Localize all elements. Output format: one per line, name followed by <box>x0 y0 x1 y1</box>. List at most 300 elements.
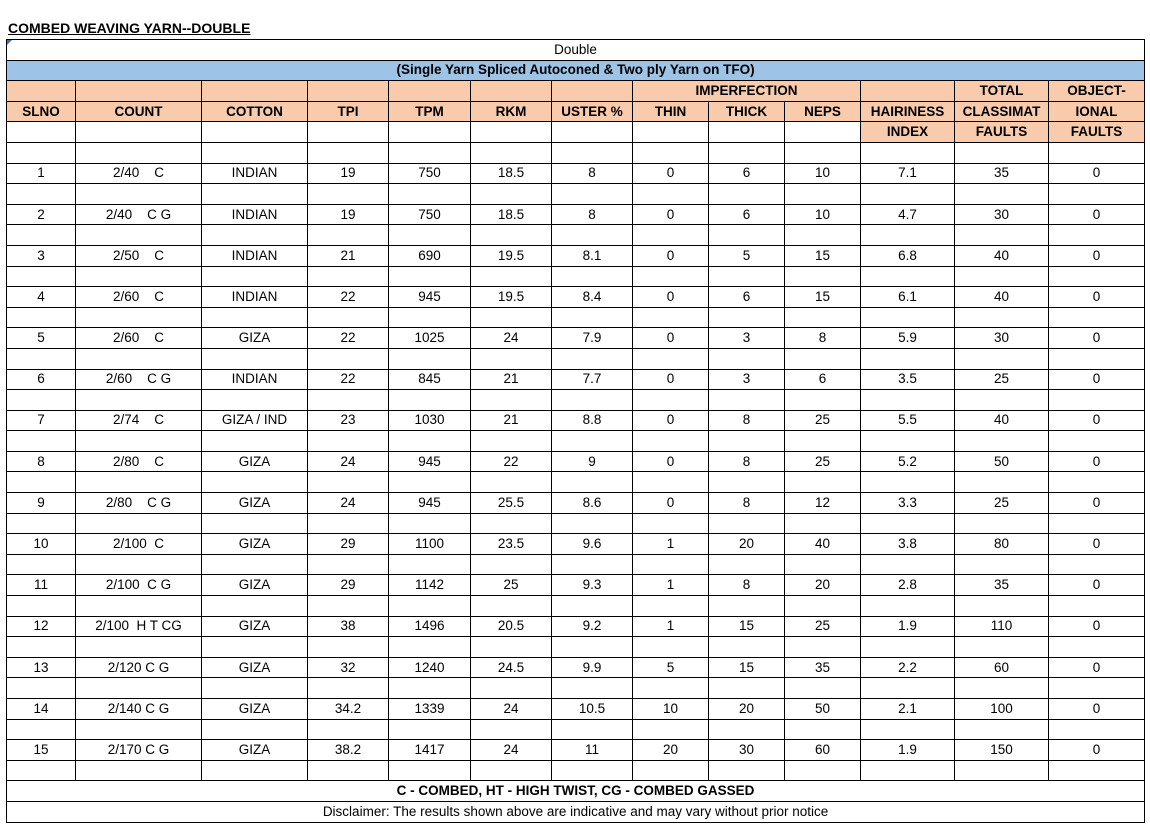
cell-objectional[interactable]: 0 <box>1049 657 1145 678</box>
cell-rkm[interactable]: 20.5 <box>471 616 552 637</box>
cell-uster[interactable]: 8 <box>552 163 633 184</box>
blank-cell[interactable] <box>955 719 1049 740</box>
blank-cell[interactable] <box>785 513 861 534</box>
blank-cell[interactable] <box>633 307 709 328</box>
cell-rkm[interactable]: 23.5 <box>471 534 552 555</box>
blank-cell[interactable] <box>552 760 633 781</box>
cell-uster[interactable]: 8.8 <box>552 410 633 431</box>
legend-cell[interactable]: C - COMBED, HT - HIGH TWIST, CG - COMBED GASSED <box>7 781 1145 802</box>
blank-cell[interactable] <box>308 348 389 369</box>
blank-cell[interactable] <box>202 554 308 575</box>
header-cell[interactable] <box>308 81 389 102</box>
cell-neps[interactable]: 15 <box>785 287 861 308</box>
cell-rkm[interactable]: 24 <box>471 740 552 761</box>
blank-cell[interactable] <box>389 225 471 246</box>
cell-classimat[interactable]: 25 <box>955 493 1049 514</box>
cell-slno[interactable]: 10 <box>7 534 76 555</box>
blank-cell[interactable] <box>861 596 955 617</box>
cell-hairiness[interactable]: 3.5 <box>861 369 955 390</box>
cell-thick[interactable]: 15 <box>709 616 785 637</box>
blank-cell[interactable] <box>389 307 471 328</box>
blank-cell[interactable] <box>1049 513 1145 534</box>
cell-tpi[interactable]: 38 <box>308 616 389 637</box>
cell-objectional[interactable]: 0 <box>1049 534 1145 555</box>
cell-neps[interactable]: 12 <box>785 493 861 514</box>
blank-cell[interactable] <box>861 184 955 205</box>
blank-cell[interactable] <box>202 390 308 411</box>
cell-hairiness[interactable]: 5.5 <box>861 410 955 431</box>
blank-cell[interactable] <box>785 431 861 452</box>
total-header[interactable]: TOTAL <box>955 81 1049 102</box>
blank-cell[interactable] <box>552 390 633 411</box>
cell-hairiness[interactable]: 2.8 <box>861 575 955 596</box>
cell-tpm[interactable]: 1030 <box>389 410 471 431</box>
cell-count[interactable]: 2/60 C <box>76 328 202 349</box>
cell-slno[interactable]: 15 <box>7 740 76 761</box>
blank-cell[interactable] <box>389 596 471 617</box>
cell-neps[interactable]: 35 <box>785 657 861 678</box>
blank-cell[interactable] <box>785 472 861 493</box>
cell-count[interactable]: 2/40 C G <box>76 204 202 225</box>
blank-cell[interactable] <box>76 472 202 493</box>
cell-uster[interactable]: 7.7 <box>552 369 633 390</box>
cell-hairiness[interactable]: 6.8 <box>861 245 955 266</box>
blank-cell[interactable] <box>861 348 955 369</box>
blank-cell[interactable] <box>76 760 202 781</box>
cell-classimat[interactable]: 40 <box>955 245 1049 266</box>
cell-thin[interactable]: 0 <box>633 451 709 472</box>
cell-tpi[interactable]: 29 <box>308 534 389 555</box>
cell-classimat[interactable]: 50 <box>955 451 1049 472</box>
cell-rkm[interactable]: 22 <box>471 451 552 472</box>
blank-cell[interactable] <box>76 348 202 369</box>
cell-uster[interactable]: 9.3 <box>552 575 633 596</box>
cell-slno[interactable]: 12 <box>7 616 76 637</box>
cell-tpm[interactable]: 1417 <box>389 740 471 761</box>
cell-slno[interactable]: 11 <box>7 575 76 596</box>
blank-cell[interactable] <box>389 390 471 411</box>
blank-cell[interactable] <box>709 678 785 699</box>
blank-cell[interactable] <box>785 596 861 617</box>
cell-neps[interactable]: 20 <box>785 575 861 596</box>
cell-objectional[interactable]: 0 <box>1049 369 1145 390</box>
blank-cell[interactable] <box>861 719 955 740</box>
cell-hairiness[interactable]: 7.1 <box>861 163 955 184</box>
blank-cell[interactable] <box>552 307 633 328</box>
blank-cell[interactable] <box>861 307 955 328</box>
blank-cell[interactable] <box>76 184 202 205</box>
blank-cell[interactable] <box>861 678 955 699</box>
cell-tpi[interactable]: 19 <box>308 204 389 225</box>
blank-cell[interactable] <box>1049 390 1145 411</box>
blank-cell[interactable] <box>1049 760 1145 781</box>
cell-slno[interactable]: 14 <box>7 699 76 720</box>
blank-cell[interactable] <box>633 266 709 287</box>
cell-uster[interactable]: 11 <box>552 740 633 761</box>
cell-objectional[interactable]: 0 <box>1049 410 1145 431</box>
cell-cotton[interactable]: GIZA <box>202 575 308 596</box>
cell-slno[interactable]: 5 <box>7 328 76 349</box>
header-cell[interactable] <box>7 81 76 102</box>
blank-cell[interactable] <box>7 513 76 534</box>
blank-cell[interactable] <box>308 431 389 452</box>
cell-uster[interactable]: 9.9 <box>552 657 633 678</box>
blank-cell[interactable] <box>308 596 389 617</box>
cell-count[interactable]: 2/80 C <box>76 451 202 472</box>
cell-hairiness[interactable]: 2.1 <box>861 699 955 720</box>
cell-thin[interactable]: 0 <box>633 287 709 308</box>
blank-cell[interactable] <box>785 554 861 575</box>
blank-cell[interactable] <box>76 431 202 452</box>
cell-tpi[interactable]: 29 <box>308 575 389 596</box>
cell-objectional[interactable]: 0 <box>1049 575 1145 596</box>
cell-thin[interactable]: 5 <box>633 657 709 678</box>
blank-cell[interactable] <box>1049 184 1145 205</box>
cell-thin[interactable]: 20 <box>633 740 709 761</box>
blank-cell[interactable] <box>76 513 202 534</box>
blank-cell[interactable] <box>1049 637 1145 658</box>
blank-cell[interactable] <box>955 472 1049 493</box>
cell-uster[interactable]: 7.9 <box>552 328 633 349</box>
blank-cell[interactable] <box>955 184 1049 205</box>
cell-uster[interactable]: 8.4 <box>552 287 633 308</box>
blank-cell[interactable] <box>861 513 955 534</box>
cell-slno[interactable]: 2 <box>7 204 76 225</box>
blank-cell[interactable] <box>202 513 308 534</box>
cell-rkm[interactable]: 19.5 <box>471 287 552 308</box>
blank-cell[interactable] <box>308 637 389 658</box>
cell-count[interactable]: 2/60 C <box>76 287 202 308</box>
blank-cell[interactable] <box>389 266 471 287</box>
blank-cell[interactable] <box>7 348 76 369</box>
header-cell[interactable] <box>7 122 76 143</box>
cell-classimat[interactable]: 150 <box>955 740 1049 761</box>
cell-thick[interactable]: 15 <box>709 657 785 678</box>
cell-tpm[interactable]: 750 <box>389 204 471 225</box>
blank-cell[interactable] <box>389 637 471 658</box>
blank-cell[interactable] <box>633 760 709 781</box>
blank-cell[interactable] <box>955 678 1049 699</box>
cell-tpi[interactable]: 22 <box>308 369 389 390</box>
cell-rkm[interactable]: 24 <box>471 328 552 349</box>
blank-cell[interactable] <box>552 184 633 205</box>
cell-thick[interactable]: 6 <box>709 287 785 308</box>
cell-objectional[interactable]: 0 <box>1049 493 1145 514</box>
cell-cotton[interactable]: GIZA <box>202 493 308 514</box>
blank-cell[interactable] <box>202 348 308 369</box>
cell-tpm[interactable]: 690 <box>389 245 471 266</box>
blank-cell[interactable] <box>471 637 552 658</box>
blank-cell[interactable] <box>955 348 1049 369</box>
cell-count[interactable]: 2/170 C G <box>76 740 202 761</box>
blank-cell[interactable] <box>1049 225 1145 246</box>
blank-cell[interactable] <box>552 678 633 699</box>
blank-cell[interactable] <box>471 307 552 328</box>
blank-cell[interactable] <box>955 596 1049 617</box>
blank-cell[interactable] <box>202 472 308 493</box>
blank-cell[interactable] <box>955 513 1049 534</box>
blank-cell[interactable] <box>709 431 785 452</box>
blank-cell[interactable] <box>76 554 202 575</box>
cell-thin[interactable]: 0 <box>633 493 709 514</box>
cell-cotton[interactable]: INDIAN <box>202 204 308 225</box>
blank-cell[interactable] <box>308 472 389 493</box>
blank-cell[interactable] <box>552 348 633 369</box>
cell-classimat[interactable]: 30 <box>955 328 1049 349</box>
blank-cell[interactable] <box>709 142 785 163</box>
blank-cell[interactable] <box>7 554 76 575</box>
cell-objectional[interactable]: 0 <box>1049 451 1145 472</box>
column-header-tpi[interactable]: TPI <box>308 101 389 122</box>
classimat-faults-header[interactable]: FAULTS <box>955 122 1049 143</box>
blank-cell[interactable] <box>785 719 861 740</box>
blank-cell[interactable] <box>552 554 633 575</box>
blank-cell[interactable] <box>308 390 389 411</box>
cell-rkm[interactable]: 25 <box>471 575 552 596</box>
hairiness-index-header[interactable]: INDEX <box>861 122 955 143</box>
header-cell[interactable] <box>709 122 785 143</box>
imperfection-header[interactable]: IMPERFECTION <box>633 81 861 102</box>
blank-cell[interactable] <box>202 431 308 452</box>
blank-cell[interactable] <box>76 719 202 740</box>
cell-count[interactable]: 2/140 C G <box>76 699 202 720</box>
cell-cotton[interactable]: GIZA <box>202 657 308 678</box>
blank-cell[interactable] <box>7 760 76 781</box>
blank-cell[interactable] <box>202 142 308 163</box>
cell-classimat[interactable]: 80 <box>955 534 1049 555</box>
cell-count[interactable]: 2/80 C G <box>76 493 202 514</box>
blank-cell[interactable] <box>633 184 709 205</box>
cell-thick[interactable]: 6 <box>709 204 785 225</box>
column-header-thick[interactable]: THICK <box>709 101 785 122</box>
cell-tpi[interactable]: 24 <box>308 451 389 472</box>
cell-objectional[interactable]: 0 <box>1049 204 1145 225</box>
cell-cotton[interactable]: GIZA <box>202 699 308 720</box>
cell-thick[interactable]: 3 <box>709 369 785 390</box>
cell-thick[interactable]: 20 <box>709 534 785 555</box>
cell-thick[interactable]: 8 <box>709 451 785 472</box>
cell-classimat[interactable]: 40 <box>955 410 1049 431</box>
blank-cell[interactable] <box>1049 472 1145 493</box>
blank-cell[interactable] <box>471 472 552 493</box>
blank-cell[interactable] <box>471 554 552 575</box>
cell-thin[interactable]: 0 <box>633 328 709 349</box>
cell-tpi[interactable]: 34.2 <box>308 699 389 720</box>
blank-cell[interactable] <box>308 142 389 163</box>
blank-cell[interactable] <box>633 431 709 452</box>
cell-neps[interactable]: 15 <box>785 245 861 266</box>
cell-count[interactable]: 2/120 C G <box>76 657 202 678</box>
blank-cell[interactable] <box>7 225 76 246</box>
blank-cell[interactable] <box>709 596 785 617</box>
cell-tpi[interactable]: 24 <box>308 493 389 514</box>
cell-tpm[interactable]: 1025 <box>389 328 471 349</box>
blank-cell[interactable] <box>202 266 308 287</box>
header-cell[interactable] <box>202 81 308 102</box>
blank-cell[interactable] <box>552 431 633 452</box>
blank-cell[interactable] <box>1049 678 1145 699</box>
blank-cell[interactable] <box>709 472 785 493</box>
blank-cell[interactable] <box>1049 142 1145 163</box>
blank-cell[interactable] <box>633 225 709 246</box>
blank-cell[interactable] <box>7 184 76 205</box>
cell-classimat[interactable]: 60 <box>955 657 1049 678</box>
blank-cell[interactable] <box>861 637 955 658</box>
cell-classimat[interactable]: 40 <box>955 287 1049 308</box>
cell-neps[interactable]: 50 <box>785 699 861 720</box>
blank-cell[interactable] <box>709 390 785 411</box>
blank-cell[interactable] <box>308 225 389 246</box>
cell-objectional[interactable]: 0 <box>1049 699 1145 720</box>
blank-cell[interactable] <box>202 760 308 781</box>
cell-slno[interactable]: 4 <box>7 287 76 308</box>
cell-hairiness[interactable]: 5.2 <box>861 451 955 472</box>
blank-cell[interactable] <box>7 472 76 493</box>
blank-cell[interactable] <box>955 225 1049 246</box>
blank-cell[interactable] <box>709 225 785 246</box>
cell-rkm[interactable]: 25.5 <box>471 493 552 514</box>
blank-cell[interactable] <box>389 431 471 452</box>
blank-cell[interactable] <box>633 390 709 411</box>
header-cell[interactable] <box>308 122 389 143</box>
cell-cotton[interactable]: GIZA <box>202 740 308 761</box>
blank-cell[interactable] <box>955 307 1049 328</box>
cell-neps[interactable]: 25 <box>785 410 861 431</box>
blank-cell[interactable] <box>1049 307 1145 328</box>
cell-hairiness[interactable]: 2.2 <box>861 657 955 678</box>
blank-cell[interactable] <box>955 390 1049 411</box>
cell-uster[interactable]: 10.5 <box>552 699 633 720</box>
blank-cell[interactable] <box>389 513 471 534</box>
column-header-objectional[interactable]: IONAL <box>1049 101 1145 122</box>
blank-cell[interactable] <box>552 719 633 740</box>
cell-slno[interactable]: 6 <box>7 369 76 390</box>
cell-neps[interactable]: 40 <box>785 534 861 555</box>
blank-cell[interactable] <box>1049 596 1145 617</box>
cell-hairiness[interactable]: 5.9 <box>861 328 955 349</box>
cell-rkm[interactable]: 21 <box>471 369 552 390</box>
cell-thin[interactable]: 0 <box>633 410 709 431</box>
cell-classimat[interactable]: 35 <box>955 575 1049 596</box>
blank-cell[interactable] <box>389 142 471 163</box>
cell-hairiness[interactable]: 6.1 <box>861 287 955 308</box>
cell-rkm[interactable]: 24 <box>471 699 552 720</box>
cell-uster[interactable]: 9.2 <box>552 616 633 637</box>
cell-slno[interactable]: 3 <box>7 245 76 266</box>
blank-cell[interactable] <box>389 719 471 740</box>
cell-tpm[interactable]: 945 <box>389 287 471 308</box>
cell-thick[interactable]: 5 <box>709 245 785 266</box>
cell-thick[interactable]: 30 <box>709 740 785 761</box>
cell-objectional[interactable]: 0 <box>1049 245 1145 266</box>
cell-cotton[interactable]: INDIAN <box>202 369 308 390</box>
cell-classimat[interactable]: 110 <box>955 616 1049 637</box>
blank-cell[interactable] <box>633 513 709 534</box>
disclaimer-cell[interactable]: Disclaimer: The results shown above are indicative and may vary without prior notice <box>7 801 1145 822</box>
blank-cell[interactable] <box>308 307 389 328</box>
cell-rkm[interactable]: 19.5 <box>471 245 552 266</box>
cell-cotton[interactable]: GIZA / IND <box>202 410 308 431</box>
header-cell[interactable] <box>471 81 552 102</box>
cell-uster[interactable]: 9 <box>552 451 633 472</box>
blank-cell[interactable] <box>633 719 709 740</box>
cell-count[interactable]: 2/50 C <box>76 245 202 266</box>
blank-cell[interactable] <box>552 513 633 534</box>
cell-slno[interactable]: 8 <box>7 451 76 472</box>
blank-cell[interactable] <box>76 637 202 658</box>
blank-cell[interactable] <box>1049 431 1145 452</box>
cell-tpm[interactable]: 1339 <box>389 699 471 720</box>
blank-cell[interactable] <box>202 184 308 205</box>
blank-cell[interactable] <box>785 266 861 287</box>
blank-cell[interactable] <box>785 225 861 246</box>
cell-tpm[interactable]: 1142 <box>389 575 471 596</box>
blank-cell[interactable] <box>471 719 552 740</box>
blank-cell[interactable] <box>471 348 552 369</box>
cell-rkm[interactable]: 21 <box>471 410 552 431</box>
blank-cell[interactable] <box>785 390 861 411</box>
column-header-hairiness[interactable]: HAIRINESS <box>861 101 955 122</box>
blank-cell[interactable] <box>861 142 955 163</box>
blank-cell[interactable] <box>471 596 552 617</box>
blank-cell[interactable] <box>471 184 552 205</box>
blank-cell[interactable] <box>7 431 76 452</box>
cell-tpi[interactable]: 22 <box>308 287 389 308</box>
cell-thick[interactable]: 8 <box>709 493 785 514</box>
blank-cell[interactable] <box>633 554 709 575</box>
blank-cell[interactable] <box>76 596 202 617</box>
blank-cell[interactable] <box>785 637 861 658</box>
blank-cell[interactable] <box>785 760 861 781</box>
header-cell[interactable] <box>471 122 552 143</box>
header-cell[interactable] <box>389 81 471 102</box>
blank-cell[interactable] <box>861 390 955 411</box>
cell-tpi[interactable]: 19 <box>308 163 389 184</box>
blank-cell[interactable] <box>471 431 552 452</box>
blank-cell[interactable] <box>861 554 955 575</box>
blank-cell[interactable] <box>471 513 552 534</box>
blank-cell[interactable] <box>785 142 861 163</box>
header-cell[interactable] <box>861 81 955 102</box>
cell-thin[interactable]: 10 <box>633 699 709 720</box>
cell-cotton[interactable]: GIZA <box>202 534 308 555</box>
cell-classimat[interactable]: 35 <box>955 163 1049 184</box>
cell-tpm[interactable]: 1100 <box>389 534 471 555</box>
cell-tpi[interactable]: 22 <box>308 328 389 349</box>
cell-cotton[interactable]: GIZA <box>202 616 308 637</box>
cell-count[interactable]: 2/100 H T CG <box>76 616 202 637</box>
blank-cell[interactable] <box>709 513 785 534</box>
blank-cell[interactable] <box>709 554 785 575</box>
blank-cell[interactable] <box>955 637 1049 658</box>
blank-cell[interactable] <box>308 554 389 575</box>
blank-cell[interactable] <box>76 307 202 328</box>
cell-thin[interactable]: 1 <box>633 616 709 637</box>
cell-neps[interactable]: 25 <box>785 451 861 472</box>
cell-cotton[interactable]: INDIAN <box>202 287 308 308</box>
cell-cotton[interactable]: INDIAN <box>202 163 308 184</box>
blank-cell[interactable] <box>308 266 389 287</box>
blank-cell[interactable] <box>471 678 552 699</box>
cell-thick[interactable]: 20 <box>709 699 785 720</box>
blank-cell[interactable] <box>1049 348 1145 369</box>
blank-cell[interactable] <box>709 760 785 781</box>
blank-cell[interactable] <box>633 637 709 658</box>
cell-rkm[interactable]: 18.5 <box>471 163 552 184</box>
blank-cell[interactable] <box>955 266 1049 287</box>
cell-thin[interactable]: 1 <box>633 534 709 555</box>
cell-thick[interactable]: 3 <box>709 328 785 349</box>
